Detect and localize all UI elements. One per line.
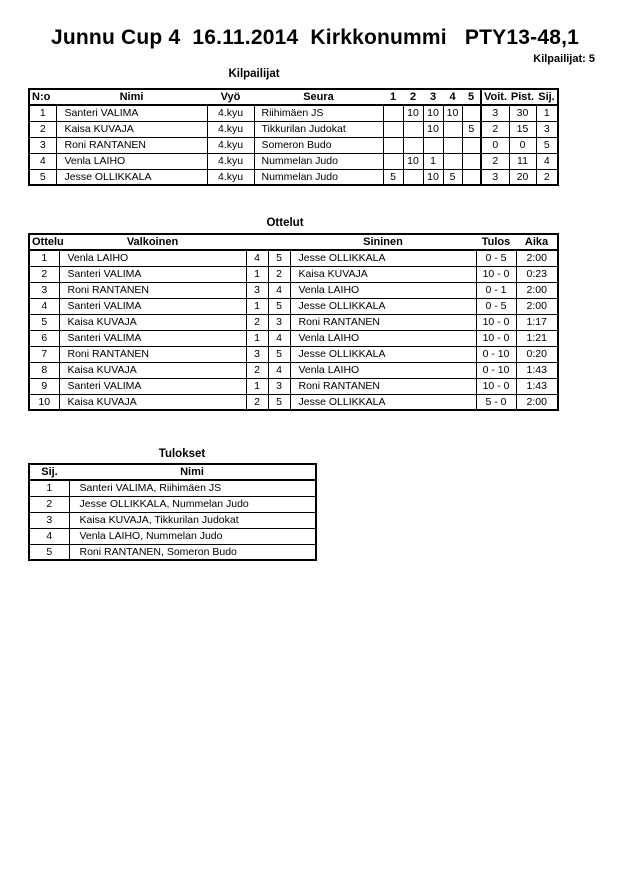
matches-table — [28, 233, 559, 411]
competitors-section-heading: Kilpailijat — [228, 68, 280, 80]
blue-number: 5 — [268, 346, 290, 362]
score-cell: 10 — [403, 153, 423, 169]
white-name: Santeri VALIMA — [59, 378, 246, 394]
white-number: 3 — [246, 282, 268, 298]
table-row — [29, 105, 558, 121]
match-no: 1 — [29, 250, 59, 266]
match-no: 10 — [29, 394, 59, 410]
result-name: Jesse OLLIKKALA, Nummelan Judo — [69, 496, 316, 512]
time-cell: 0:20 — [516, 346, 558, 362]
competitor-name: Santeri VALIMA — [56, 105, 207, 121]
white-number: 1 — [246, 330, 268, 346]
wins-cell: 2 — [481, 153, 509, 169]
col-header-blue: Sininen — [290, 234, 476, 250]
blue-number: 4 — [268, 330, 290, 346]
white-name: Roni RANTANEN — [59, 282, 246, 298]
result-name: Santeri VALIMA, Riihimäen JS — [69, 480, 316, 496]
competitor-belt: 4.kyu — [207, 137, 254, 153]
score-cell: 10 — [423, 105, 443, 121]
table-row — [29, 282, 558, 298]
points-cell: 0 — [509, 137, 536, 153]
table-row — [29, 512, 316, 528]
result-cell: 0 - 5 — [476, 298, 516, 314]
points-cell: 11 — [509, 153, 536, 169]
matches-section-heading: Ottelut — [266, 217, 304, 229]
result-cell: 5 - 0 — [476, 394, 516, 410]
competitor-name: Kaisa KUVAJA — [56, 121, 207, 137]
col-header-place: Sij. — [536, 89, 558, 105]
competitor-name: Venla LAIHO — [56, 153, 207, 169]
blue-number: 5 — [268, 250, 290, 266]
white-number: 2 — [246, 394, 268, 410]
blue-number: 3 — [268, 314, 290, 330]
white-number: 2 — [246, 314, 268, 330]
white-name: Roni RANTANEN — [59, 346, 246, 362]
score-cell: 10 — [403, 105, 423, 121]
place-cell: 1 — [536, 105, 558, 121]
competitor-club: Someron Budo — [254, 137, 383, 153]
blue-name: Venla LAIHO — [290, 282, 476, 298]
place-cell: 2 — [29, 496, 69, 512]
col-header-name: Nimi — [56, 89, 207, 105]
blue-name: Jesse OLLIKKALA — [290, 394, 476, 410]
time-cell: 1:21 — [516, 330, 558, 346]
place-cell: 3 — [29, 512, 69, 528]
white-name: Kaisa KUVAJA — [59, 362, 246, 378]
col-header-result: Tulos — [476, 234, 516, 250]
page-title: Junnu Cup 4 16.11.2014 Kirkkonummi PTY13-48,1 — [50, 26, 579, 49]
blue-number: 3 — [268, 378, 290, 394]
col-header-club: Seura — [254, 89, 383, 105]
competitor-no: 3 — [29, 137, 56, 153]
table-row — [29, 314, 558, 330]
score-cell: 10 — [423, 121, 443, 137]
table-row — [29, 153, 558, 169]
points-cell: 20 — [509, 169, 536, 185]
table-row — [29, 346, 558, 362]
blue-name: Jesse OLLIKKALA — [290, 250, 476, 266]
score-cell — [462, 105, 481, 121]
score-cell: 10 — [423, 169, 443, 185]
score-cell — [383, 121, 403, 137]
blue-name: Jesse OLLIKKALA — [290, 346, 476, 362]
score-cell — [383, 137, 403, 153]
competitor-club: Nummelan Judo — [254, 153, 383, 169]
col-header-round-4: 4 — [443, 89, 462, 105]
white-name: Kaisa KUVAJA — [59, 314, 246, 330]
result-cell: 10 - 0 — [476, 266, 516, 282]
result-cell: 0 - 1 — [476, 282, 516, 298]
competitor-name: Roni RANTANEN — [56, 137, 207, 153]
result-cell: 10 - 0 — [476, 378, 516, 394]
col-header-round-1: 1 — [383, 89, 403, 105]
col-header-belt: Vyö — [207, 89, 254, 105]
result-name: Roni RANTANEN, Someron Budo — [69, 544, 316, 560]
time-cell: 1:43 — [516, 378, 558, 394]
time-cell: 0:23 — [516, 266, 558, 282]
blue-name: Venla LAIHO — [290, 330, 476, 346]
score-cell — [443, 153, 462, 169]
place-cell: 4 — [29, 528, 69, 544]
competitors-table — [28, 88, 559, 186]
col-header-place: Sij. — [29, 464, 69, 480]
place-cell: 2 — [536, 169, 558, 185]
time-cell: 2:00 — [516, 394, 558, 410]
blue-number: 5 — [268, 298, 290, 314]
time-cell: 1:17 — [516, 314, 558, 330]
wins-cell: 3 — [481, 105, 509, 121]
score-cell — [423, 137, 443, 153]
result-cell: 10 - 0 — [476, 330, 516, 346]
place-cell: 5 — [29, 544, 69, 560]
col-header-round-5: 5 — [462, 89, 481, 105]
col-header-white: Valkoinen — [59, 234, 246, 250]
competitor-no: 1 — [29, 105, 56, 121]
blue-name: Kaisa KUVAJA — [290, 266, 476, 282]
table-row — [29, 496, 316, 512]
col-header-match: Ottelu — [29, 234, 59, 250]
result-cell: 10 - 0 — [476, 314, 516, 330]
blue-number: 4 — [268, 362, 290, 378]
table-row — [29, 137, 558, 153]
table-row — [29, 121, 558, 137]
white-name: Santeri VALIMA — [59, 266, 246, 282]
score-cell — [383, 105, 403, 121]
white-name: Venla LAIHO — [59, 250, 246, 266]
col-header-points: Pist. — [510, 91, 535, 103]
table-row — [29, 362, 558, 378]
table-row — [29, 480, 316, 496]
points-cell: 30 — [509, 105, 536, 121]
blue-number: 2 — [268, 266, 290, 282]
blue-name: Venla LAIHO — [290, 362, 476, 378]
score-cell — [462, 137, 481, 153]
score-cell — [383, 153, 403, 169]
white-name: Kaisa KUVAJA — [59, 394, 246, 410]
points-cell: 15 — [509, 121, 536, 137]
place-cell: 5 — [536, 137, 558, 153]
col-header-round-3: 3 — [423, 89, 443, 105]
result-name: Kaisa KUVAJA, Tikkurilan Judokat — [69, 512, 316, 528]
match-no: 9 — [29, 378, 59, 394]
white-number: 1 — [246, 298, 268, 314]
col-header-name: Nimi — [69, 464, 316, 480]
results-section-heading: Tulokset — [158, 448, 206, 460]
white-name: Santeri VALIMA — [59, 330, 246, 346]
wins-cell: 3 — [481, 169, 509, 185]
score-cell — [443, 137, 462, 153]
time-cell: 2:00 — [516, 298, 558, 314]
competitor-belt: 4.kyu — [207, 169, 254, 185]
time-cell: 2:00 — [516, 282, 558, 298]
blue-name: Roni RANTANEN — [290, 378, 476, 394]
col-header-round-2: 2 — [403, 89, 423, 105]
competitor-belt: 4.kyu — [207, 153, 254, 169]
table-row — [29, 250, 558, 266]
white-number: 3 — [246, 346, 268, 362]
table-row — [29, 378, 558, 394]
col-header-time: Aika — [516, 234, 558, 250]
table-row — [29, 330, 558, 346]
result-cell: 0 - 5 — [476, 250, 516, 266]
place-cell: 4 — [536, 153, 558, 169]
score-cell — [403, 169, 423, 185]
competitor-no: 5 — [29, 169, 56, 185]
competitor-club: Riihimäen JS — [254, 105, 383, 121]
match-no: 2 — [29, 266, 59, 282]
score-cell: 5 — [462, 121, 481, 137]
score-cell: 1 — [423, 153, 443, 169]
wins-cell: 2 — [481, 121, 509, 137]
score-cell — [462, 153, 481, 169]
match-no: 6 — [29, 330, 59, 346]
score-cell — [403, 121, 423, 137]
table-row — [29, 544, 316, 560]
blue-name: Roni RANTANEN — [290, 314, 476, 330]
score-cell: 5 — [383, 169, 403, 185]
result-cell: 0 - 10 — [476, 362, 516, 378]
col-header-white-number — [246, 234, 268, 250]
match-no: 5 — [29, 314, 59, 330]
table-row — [29, 394, 558, 410]
table-header-row — [29, 464, 316, 480]
blue-number: 5 — [268, 394, 290, 410]
col-header-no: N:o — [29, 89, 56, 105]
competitor-no: 4 — [29, 153, 56, 169]
white-number: 1 — [246, 266, 268, 282]
competitor-belt: 4.kyu — [207, 121, 254, 137]
match-no: 3 — [29, 282, 59, 298]
results-table — [28, 463, 317, 561]
competitor-count-label: Kilpailijat: 5 — [533, 53, 595, 65]
match-no: 4 — [29, 298, 59, 314]
table-row — [29, 169, 558, 185]
blue-name: Jesse OLLIKKALA — [290, 298, 476, 314]
score-cell: 5 — [443, 169, 462, 185]
result-name: Venla LAIHO, Nummelan Judo — [69, 528, 316, 544]
place-cell: 1 — [29, 480, 69, 496]
white-number: 4 — [246, 250, 268, 266]
competitor-club: Nummelan Judo — [254, 169, 383, 185]
result-cell: 0 - 10 — [476, 346, 516, 362]
time-cell: 2:00 — [516, 250, 558, 266]
score-cell: 10 — [443, 105, 462, 121]
white-number: 1 — [246, 378, 268, 394]
score-cell — [403, 137, 423, 153]
table-header-row — [29, 89, 558, 105]
table-row — [29, 266, 558, 282]
score-cell — [462, 169, 481, 185]
blue-number: 4 — [268, 282, 290, 298]
match-no: 8 — [29, 362, 59, 378]
competitor-name: Jesse OLLIKKALA — [56, 169, 207, 185]
white-number: 2 — [246, 362, 268, 378]
competitor-belt: 4.kyu — [207, 105, 254, 121]
time-cell: 1:43 — [516, 362, 558, 378]
white-name: Santeri VALIMA — [59, 298, 246, 314]
score-cell — [443, 121, 462, 137]
table-row — [29, 528, 316, 544]
table-row — [29, 298, 558, 314]
wins-cell: 0 — [481, 137, 509, 153]
match-no: 7 — [29, 346, 59, 362]
competitor-club: Tikkurilan Judokat — [254, 121, 383, 137]
col-header-wins: Voit. — [481, 89, 509, 105]
competitor-no: 2 — [29, 121, 56, 137]
table-header-row — [29, 234, 558, 250]
place-cell: 3 — [536, 121, 558, 137]
col-header-blue-number — [268, 234, 290, 250]
